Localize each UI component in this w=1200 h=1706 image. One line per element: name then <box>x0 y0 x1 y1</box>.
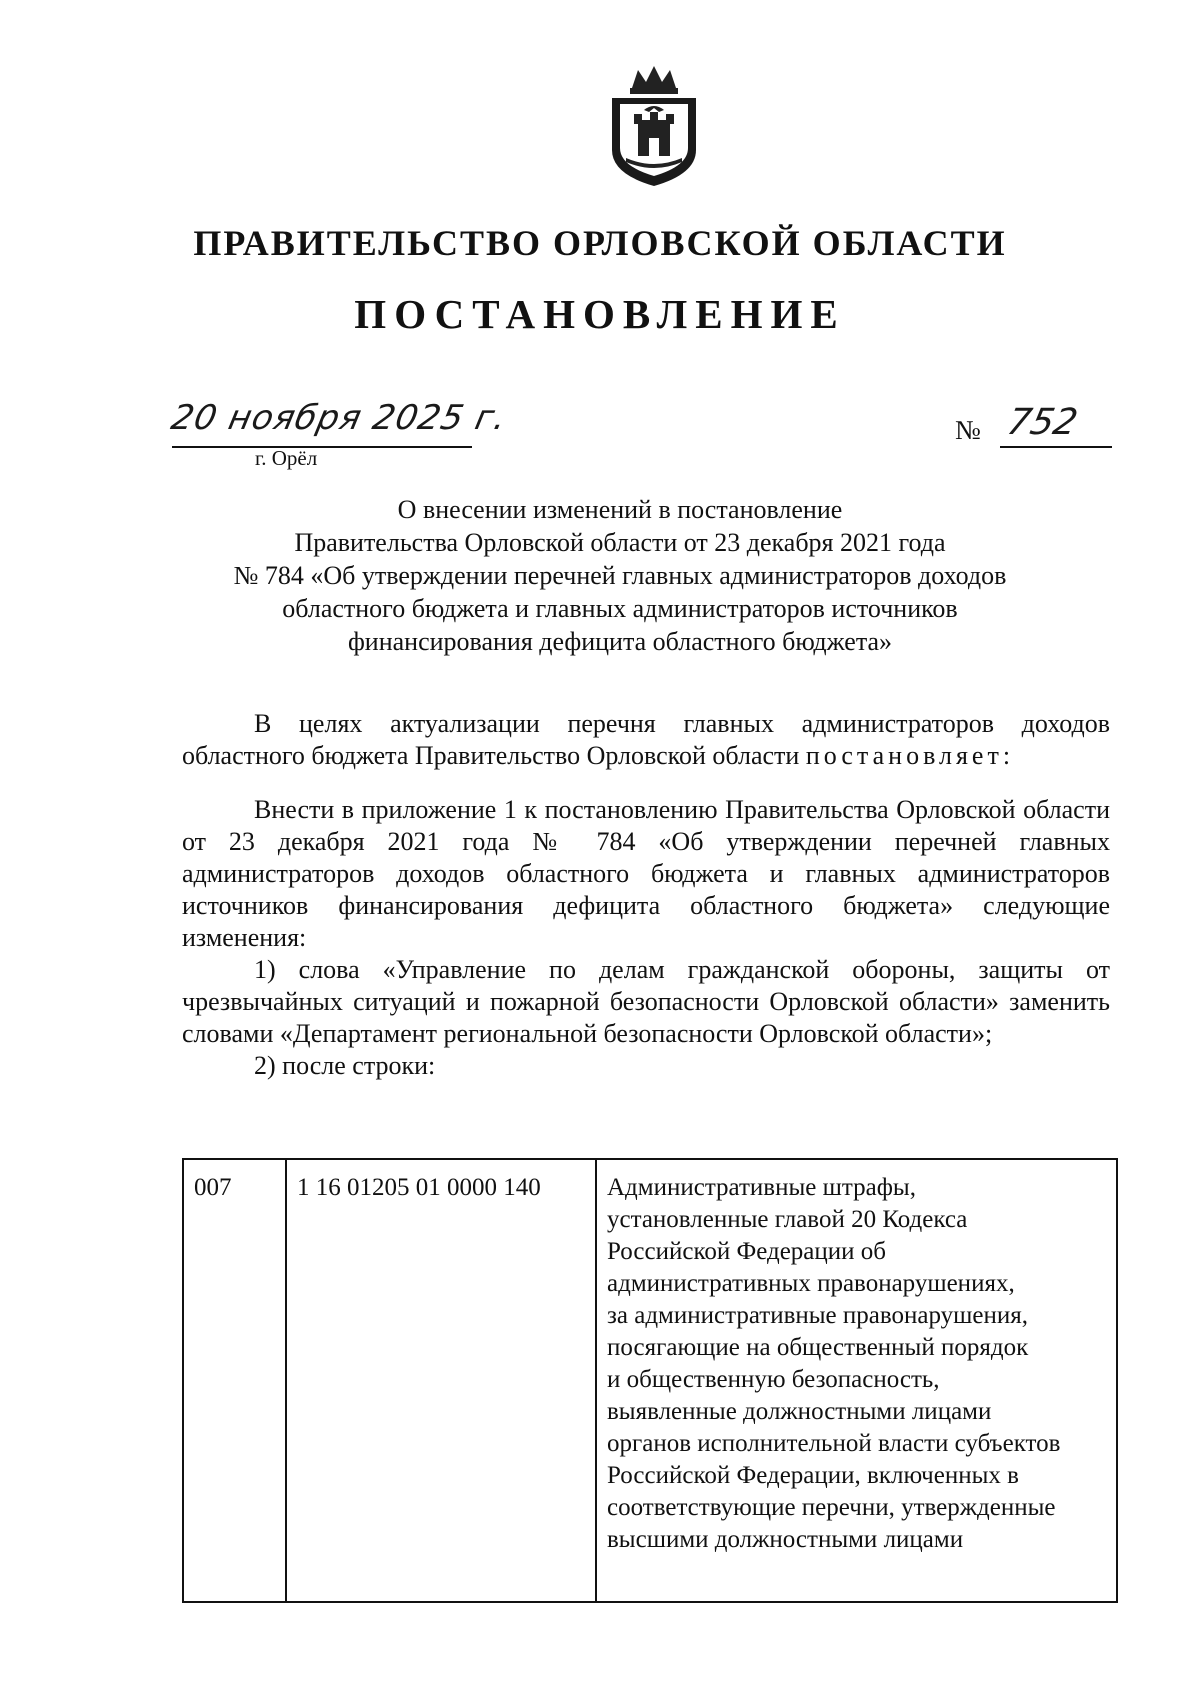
subject-line: областного бюджета и главных администраторов источников <box>282 594 958 623</box>
description-line: выявленные должностными лицами <box>607 1398 992 1425</box>
city-label: г. Орёл <box>255 446 318 470</box>
description-line: Российской Федерации, включенных в <box>607 1462 1019 1489</box>
document-body <box>182 708 1110 1082</box>
description-line: установленные главой 20 Кодекса <box>607 1206 968 1233</box>
description-line: органов исполнительной власти субъектов <box>607 1430 1061 1457</box>
table-row <box>183 1159 1117 1602</box>
document-type-title: ПОСТАНОВЛЕНИЕ <box>354 291 846 337</box>
subject-line: № 784 «Об утверждении перечней главных администраторов доходов <box>233 561 1007 590</box>
description-line: административных правонарушениях, <box>607 1270 1015 1297</box>
description-cell <box>596 1159 1117 1602</box>
description-line: соответствующие перечни, утвержденные <box>607 1494 1056 1521</box>
preamble-paragraph <box>182 708 1110 772</box>
amendment-item-2: 2) после строки: <box>254 1051 436 1080</box>
admin-code-cell: 007 <box>183 1159 286 1602</box>
description-line: посягающие на общественный порядок <box>607 1334 1029 1361</box>
preamble-decree-word: постановляет: <box>805 741 1015 770</box>
description-line: Российской Федерации об <box>607 1238 886 1265</box>
amendment-table <box>182 1158 1118 1603</box>
description-line: и общественную безопасность, <box>607 1366 940 1393</box>
main-paragraph: Внести в приложение 1 к постановлению Правительства Орловской области от 23 декабря 2021 года № 784 «Об утверждении перечней главных администраторов доходов областного бюджета и главных администраторов источников финансирования дефицита областного бюджета» следующие изменения: <box>182 795 1110 952</box>
preamble-text: В целях актуализации перечня главных администраторов доходов областного бюджета Правительство Орловской области <box>182 709 1110 770</box>
document-subject <box>210 493 1030 658</box>
date-underline <box>172 446 472 448</box>
subject-line: О внесении изменений в постановление <box>397 495 843 524</box>
amendment-item-1: 1) слова «Управление по делам гражданской обороны, защиты от чрезвычайных ситуаций и пожарной безопасности Орловской области» заменить словами «Департамент региональной безопасности Орловской области»; <box>182 955 1110 1048</box>
handwritten-number: 752 <box>1003 402 1082 443</box>
number-label: № <box>955 415 981 445</box>
kbk-code-cell: 1 16 01205 01 0000 140 <box>286 1159 596 1602</box>
organization-title: ПРАВИТЕЛЬСТВО ОРЛОВСКОЙ ОБЛАСТИ <box>193 223 1007 263</box>
subject-line: финансирования дефицита областного бюджета» <box>347 627 893 656</box>
subject-line: Правительства Орловской области от 23 декабря 2021 года <box>294 528 946 557</box>
handwritten-date: 20 ноября 2025 г. <box>167 398 511 438</box>
description-line: за административные правонарушения, <box>607 1302 1029 1329</box>
coat-of-arms-icon <box>604 62 704 188</box>
description-line: высшими должностными лицами <box>607 1526 964 1553</box>
number-underline <box>1000 446 1112 448</box>
description-line: Административные штрафы, <box>607 1174 916 1201</box>
